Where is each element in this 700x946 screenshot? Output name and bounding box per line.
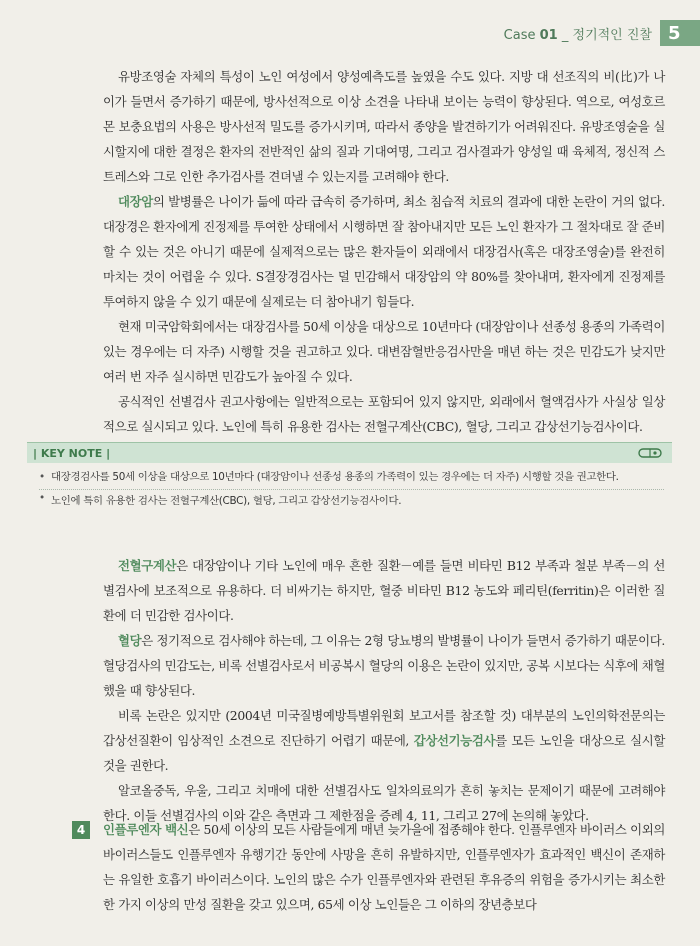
key-note-title: | KEY NOTE | xyxy=(33,446,111,460)
key-note-item: • 대장경검사를 50세 이상을 대상으로 10년마다 (대장암이나 선종성 용종의 가족력이 있는 경우에는 더 자주) 시행할 것을 권고한다. xyxy=(39,469,664,489)
section-number-badge: 4 xyxy=(72,821,90,839)
paragraph-text: 은 50세 이상의 모든 사람들에게 매년 늦가을에 접종해야 한다. 인플루엔자 바이러스 이외의 바이러스들도 인플루엔자 유행기간 동안에 사망을 흔히 유발하지만, 인플루엔자가 효과적인 백신이 존재하는 유일한 호흡기 바이러스이다. 노인의 많은 수가 인플루엔자와 관련된 후유증의 위험을 증가시키는 최소한 한 가지 이상의 만성 질환을 갖고 있으며, 65세 이상 노인들은 그 이하의 장년층보다 xyxy=(103,822,665,912)
paragraph-text: 를 모든 노인을 대상으로 실시할 것을 권한다. xyxy=(103,733,665,773)
case-number: 01 xyxy=(539,27,558,43)
running-title xyxy=(504,24,652,43)
paragraph-text: 의 발병률은 나이가 듦에 따라 급속히 증가하며, 최소 침습적 치료의 결과에 대한 논란이 거의 없다. 대장경은 환자에게 진정제를 투여한 상태에서 시행하면 잘 참아내지만 모든 노인 환자가 그 절차대로 잘 준비할 수 있는 것은 아니기 때문에 실제적으로는 많은 환자들이 외래에서 대장검사(혹은 대장조영술)를 완전히 마치는 것이 어렵울 수 있다. S결장경검사는 덜 민감해서 대장암의 약 80%를 찾아내며, 환자에게 진정제를 투여하지 않을 수 있기 때문에 실제로는 더 참아내기 힘들다. xyxy=(103,194,665,309)
case-label: Case xyxy=(503,27,536,43)
paragraph xyxy=(103,703,665,778)
highlight-term: 인플루엔자 백신 xyxy=(103,822,189,837)
pill-icon xyxy=(638,447,662,459)
highlight-term: 혈당 xyxy=(118,633,142,648)
section-4 xyxy=(72,817,665,917)
key-note-item: • 노인에 특히 유용한 검사는 전혈구계산(CBC), 혈당, 그리고 갑상선기능검사이다. xyxy=(39,489,664,513)
paragraph-text: 은 정기적으로 검사해야 하는데, 그 이유는 2형 당뇨병의 발병률이 나이가 들면서 증가하기 때문이다. 혈당검사의 민감도는, 비록 선별검사로서 비공복시 혈당의 이용은 논란이 있지만, 공복 시보다는 식후에 채혈했을 때 향상된다. xyxy=(103,633,665,698)
paragraph: 알코올중독, 우울, 그리고 치매에 대한 선별검사도 일차의료의가 흔히 놓치는 문제이기 때문에 고려해야 한다. 이들 선별검사의 이와 같은 측면과 그 제한점을 증례 4, 11, 그리고 27에 논의해 놓았다. xyxy=(103,783,665,823)
paragraph-text: 비록 논란은 있지만 (2004년 미국질병예방특별위원회 보고서를 참조할 것) 대부분의 노인의학전문의는 갑상선질환이 임상적인 소견으로 진단하기 어렵기 때문에, xyxy=(103,708,665,748)
highlight-term: 대장암 xyxy=(118,194,153,209)
page-header xyxy=(504,20,700,46)
paragraph xyxy=(103,189,665,314)
key-note-box xyxy=(27,442,672,513)
section-4-text xyxy=(103,817,665,917)
page-number: 5 xyxy=(660,20,700,46)
paragraph xyxy=(103,553,665,628)
paragraph: 현재 미국암학회에서는 대장검사를 50세 이상을 대상으로 10년마다 (대장암이나 선종성 용종의 가족력이 있는 경우에는 더 자주) 시행할 것을 권고하고 있다. 대변잠혈반응검사만을 매년 하는 것은 민감도가 낮지만 여러 번 자주 실시하면 민감도가 높아질 수 있다. xyxy=(103,319,665,384)
paragraph-text: 은 대장암이나 기타 노인에 매우 흔한 질환－예를 들면 비타민 B12 부족과 철분 부족－의 선별검사에 보조적으로 유용하다. 더 비싸기는 하지만, 혈중 비타민 B12 농도와 페리틴(ferritin)은 이러한 질환에 더 민감한 검사이다. xyxy=(103,558,665,623)
paragraph: 유방조영술 자체의 특성이 노인 여성에서 양성예측도를 높였을 수도 있다. 지방 대 선조직의 비(比)가 나이가 들면서 증가하기 때문에, 방사선적으로 이상 소견을 나타내 보이는 능력이 향상된다. 역으로, 여성호르몬 보충요법의 사용은 방사선적 밀도를 증가시키며, 따라서 종양을 발견하기가 어려워진다. 유방조영술을 실시할지에 대한 결정은 환자의 전반적인 삶의 질과 기대여명, 그리고 검사결과가 양성일 때 육체적, 정신적 스트레스와 그로 인한 추가검사를 견뎌낼 수 있는지를 고려해야 한다. xyxy=(103,69,665,184)
key-note-header xyxy=(27,442,672,463)
body-block-bottom xyxy=(103,553,665,828)
highlight-term: 갑상선기능검사 xyxy=(413,733,496,748)
paragraph: 공식적인 선별검사 권고사항에는 일반적으로는 포함되어 있지 않지만, 외래에서 혈액검사가 사실상 일상적으로 실시되고 있다. 노인에 특히 유용한 검사는 전혈구계산(CBC), 혈당, 그리고 갑상선기능검사이다. xyxy=(103,394,665,434)
case-title: _ 정기적인 진찰 xyxy=(561,27,652,43)
body-block-top xyxy=(103,64,665,439)
highlight-term: 전혈구계산 xyxy=(118,558,177,573)
paragraph xyxy=(103,628,665,703)
key-note-list xyxy=(27,463,672,513)
